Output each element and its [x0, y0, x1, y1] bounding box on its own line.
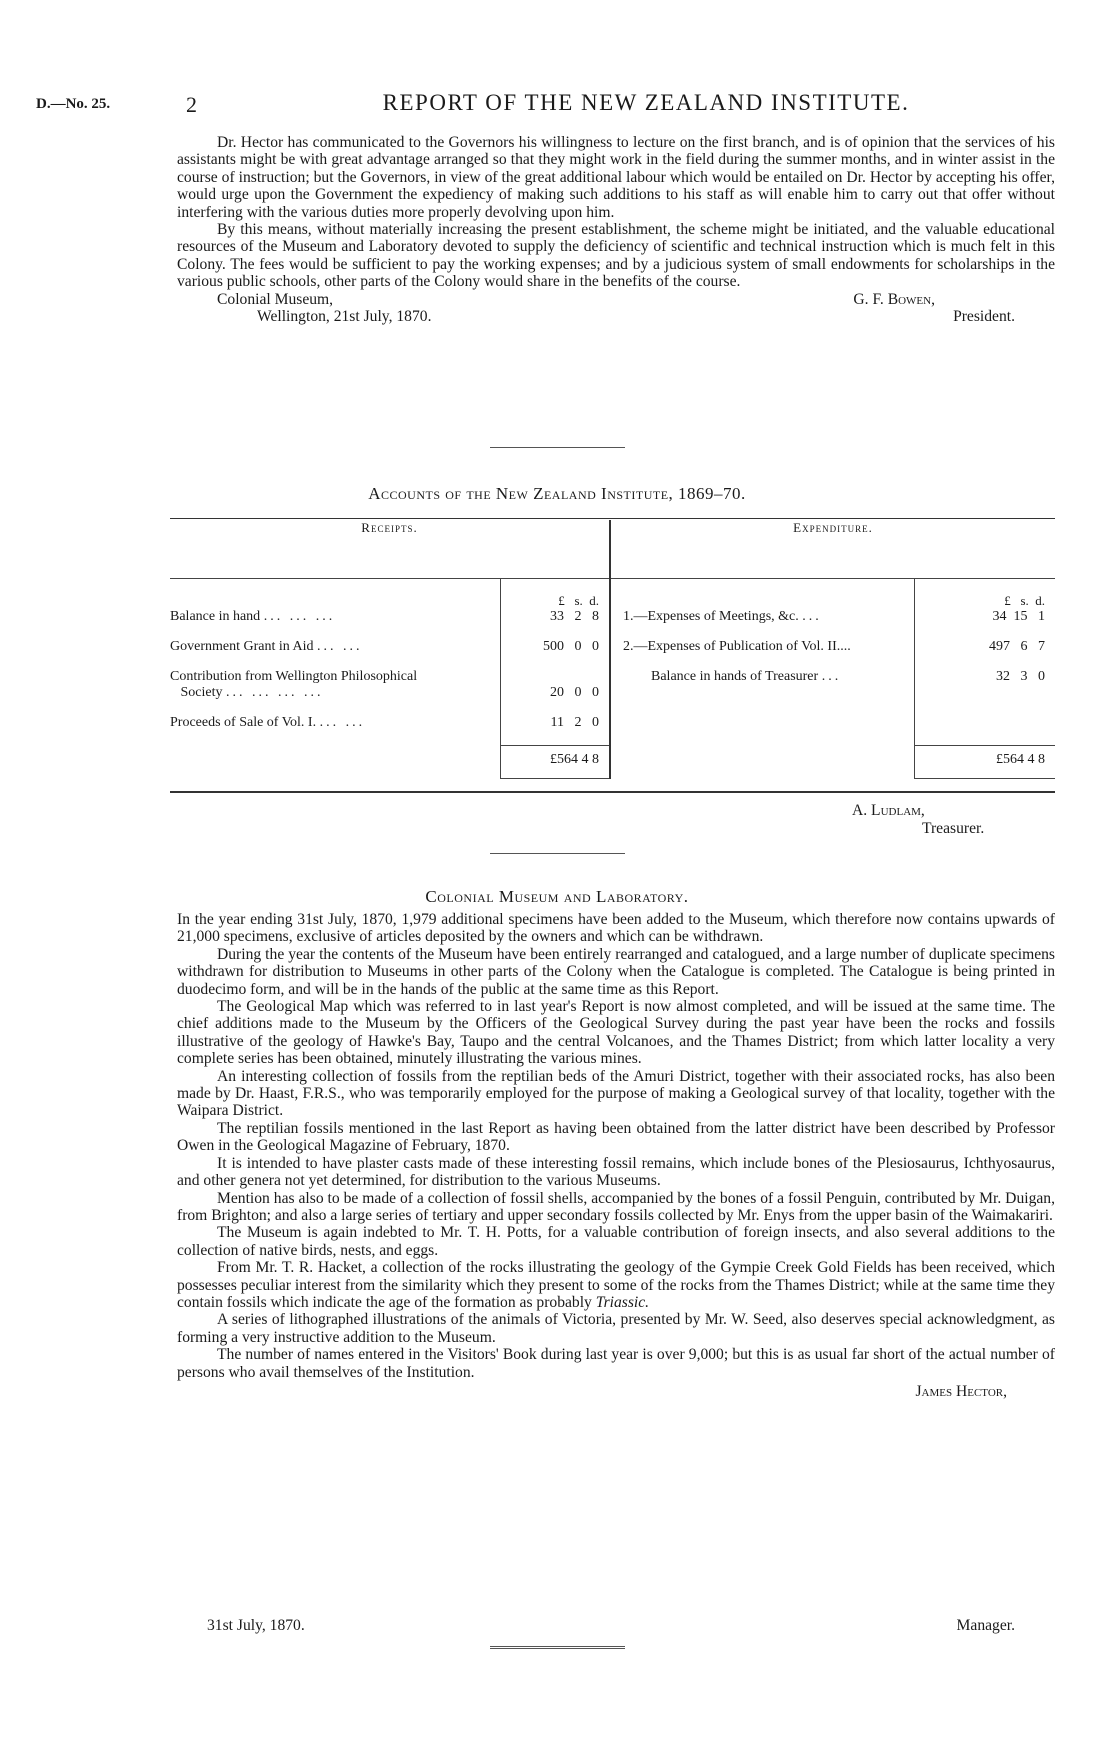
museum-paragraph-8: The Museum is again indebted to Mr. T. H. Potts, for a valuable contribution of foreign insects, and also several additions to the collection of native birds, nests, and eggs. [177, 1224, 1055, 1259]
expenditure-amount: 34 15 1 [914, 609, 1055, 625]
signature-role: President. [953, 308, 1015, 326]
signature-place: Colonial Museum, [217, 290, 334, 308]
treasurer-role: Treasurer. [922, 820, 985, 837]
museum-paragraph-5: The reptilian fossils mentioned in the last Report as having been obtained from the latter district have been described by Professor Owen in the Geological Magazine of February, 1870. [177, 1119, 1055, 1155]
receipt-label: Contribution from Wellington Philosophical Society ... ... ... ... [170, 669, 418, 700]
section-divider-1 [490, 447, 625, 448]
end-divider [490, 1646, 625, 1649]
expenditure-label: Balance in hands of Treasurer ... [610, 669, 914, 701]
signature-row-1 [177, 291, 1055, 308]
museum-paragraph-9: From Mr. T. R. Hacket, a collection of the rocks illustrating the geology of the Gympie Creek Gold Fields has been received, which possesses peculiar interest from the similarity which they present to some of the rocks from the Thames District; while at the same time they contain fossils which indicate the age of the formation as probably Triassic. [177, 1259, 1055, 1311]
expenditure-currency: £ s. d. [914, 593, 1055, 609]
expenditure-amount: 497 6 7 [914, 639, 1055, 655]
report-date: 31st July, 1870. [207, 1617, 305, 1634]
receipt-amount: 20 0 0 [500, 669, 610, 701]
signature-row-2 [177, 308, 1055, 325]
receipt-amount: 33 2 8 [500, 609, 610, 625]
expenditure-header: Expenditure. [610, 520, 1055, 579]
receipt-amount: 500 0 0 [500, 639, 610, 655]
section-divider-2 [490, 853, 625, 854]
expenditure-amount: 32 3 0 [914, 669, 1055, 701]
accounts-title: Accounts of the New Zealand Institute, 1869–70. [368, 484, 746, 503]
museum-paragraph-7: Mention has also to be made of a collection of fossil shells, accompanied by the bones of a fossil Penguin, contributed by Mr. Duigan, from Brighton; and also a large series of tertiary and upper secondary fossils collected by Mr. Enys from the upper basin of the Waimakariri. [177, 1189, 1055, 1224]
signature-name: G. F. Bowen, [853, 290, 935, 308]
receipts-total: £564 4 8 [500, 746, 610, 779]
document-code: D.—No. 25. [36, 96, 111, 112]
accounts-top-rule [170, 518, 1055, 519]
museum-paragraph-2: During the year the contents of the Museum have been entirely rearranged and catalogued, and a large number of duplicate specimens withdrawn for distribution to Museums in other parts of the Colony when the Catalogue is completed. The Catalogue is being printed in duodecimo form, and will be in the hands of the public at the same time as this Report. [177, 945, 1055, 998]
closing-signature [177, 1611, 1055, 1633]
treasurer-signature [0, 802, 1114, 838]
signature-date: Wellington, 21st July, 1870. [257, 308, 432, 326]
manager-name: James Hector, [915, 1382, 1007, 1400]
museum-paragraph-6: It is intended to have plaster casts made of these interesting fossil remains, which include bones of the Plesiosaurus, Ichthyosaurus, and other genera not yet determined, for distribution to the various Museums. [177, 1154, 1055, 1190]
accounts-table [170, 520, 1055, 779]
intro-paragraph-2: By this means, without materially increasing the present establishment, the scheme might be initiated, and the valuable educational resources of the Museum and Laboratory devoted to supply the deficiency of scientific and technical instruction which is much felt in this Colony. The fees would be sufficient to pay the working expenses; and by a judicious system of small endowments for scholarships in the various public schools, other parts of the Colony would share in the benefits of the course. [177, 221, 1055, 291]
accounts-row-3 [170, 669, 1055, 701]
museum-paragraph-10: A series of lithographed illustrations of the animals of Victoria, presented by Mr. W. Seed, also deserves special acknowledgment, as forming a very instructive addition to the Museum. [177, 1311, 1055, 1346]
museum-title: Colonial Museum and Laboratory. [425, 887, 689, 906]
accounts-row-2 [170, 639, 1055, 655]
receipts-currency: £ s. d. [500, 593, 610, 609]
receipt-amount: 11 2 0 [500, 715, 610, 731]
accounts-row-4 [170, 715, 1055, 731]
intro-section [177, 134, 1055, 325]
receipts-header: Receipts. [170, 520, 610, 579]
museum-section [177, 911, 1055, 1400]
accounts-row-1 [170, 609, 1055, 625]
expenditure-total: £564 4 8 [914, 746, 1055, 779]
expenditure-label: 2.—Expenses of Publication of Vol. II.... [610, 639, 914, 655]
museum-paragraph-4: An interesting collection of fossils from the reptilian beds of the Amuri District, together with their associated rocks, has also been made by Dr. Haast, F.R.S., who was temporarily employed for the purpose of making a Geological survey of that locality, together with the Waipara District. [177, 1067, 1055, 1120]
receipt-label: Balance in hand ... ... ... [170, 609, 336, 624]
currency-row [170, 593, 1055, 609]
treasurer-name: A. Ludlam, [852, 802, 925, 819]
receipt-label: Proceeds of Sale of Vol. I. ... ... [170, 715, 366, 730]
triassic-word: Triassic. [595, 1293, 650, 1311]
page-number: 2 [186, 92, 197, 117]
intro-paragraph-1: Dr. Hector has communicated to the Governors his willingness to lecture on the first branch, and is of opinion that the services of his assistants might be with great advantage arranged so that they might work in the field during the summer months, and in winter assist in the course of instruction; but the Governors, in view of the great additional labour which would be entailed on Dr. Hector by accepting his offer, would urge upon the Government the expediency of making such additions to his staff as will enable him to carry out that offer without interfering with the various duties more properly devolving upon him. [177, 134, 1055, 221]
accounts-header-row [170, 520, 1055, 579]
museum-paragraph-3: The Geological Map which was referred to in last year's Report is now almost completed, and will be issued at the same time. The chief additions made to the Museum by the Officers of the Geological Survey during the past year have been the rocks and fossils illustrative of the geology of Hawke's Bay, Taupo and the central Volcanoes, and the Thames District; from which latter locality a very complete series has been obtained, minutely illustrating the various mines. [177, 998, 1055, 1068]
page-title: REPORT OF THE NEW ZEALAND INSTITUTE. [382, 90, 910, 115]
expenditure-label: 1.—Expenses of Meetings, &c. ... [610, 609, 914, 625]
receipt-label: Government Grant in Aid ... ... [170, 639, 363, 654]
accounts-total-row [170, 746, 1055, 779]
museum-paragraph-11: The number of names entered in the Visitors' Book during last year is over 9,000; but this is as usual far short of the actual number of persons who avail themselves of the Institution. [177, 1346, 1055, 1381]
accounts-bottom-rule [170, 791, 1055, 793]
manager-name-row [177, 1383, 1055, 1400]
museum-paragraph-1: In the year ending 31st July, 1870, 1,979 additional specimens have been added to the Museum, which therefore now contains upwards of 21,000 specimens, exclusive of articles deposited by the owners and which can be withdrawn. [177, 911, 1055, 946]
manager-role: Manager. [956, 1617, 1015, 1634]
page-header [36, 90, 1076, 124]
